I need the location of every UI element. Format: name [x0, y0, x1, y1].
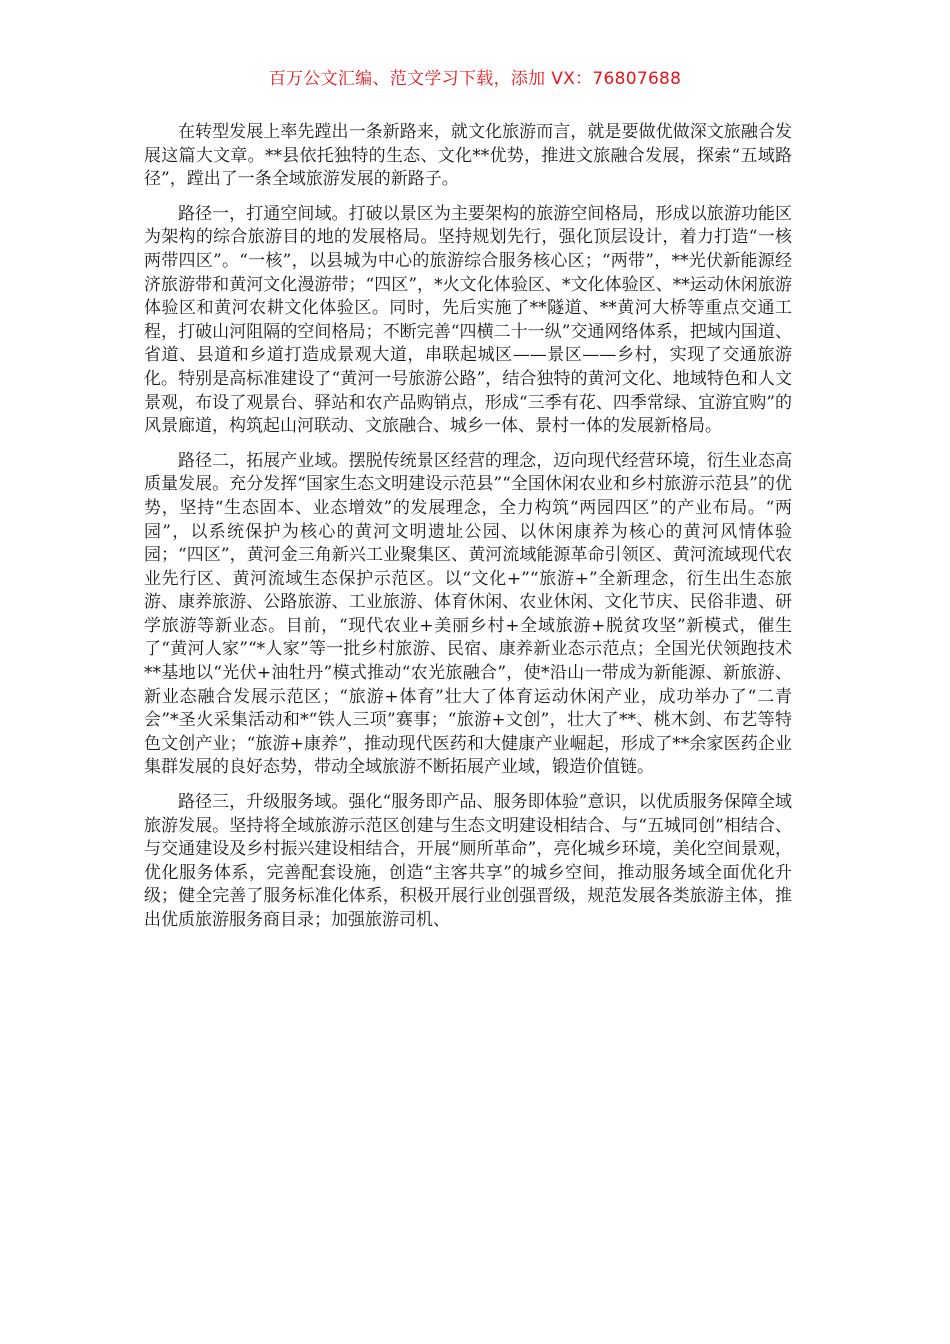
paragraph-path-one: 路径一，打通空间域。打破以景区为主要架构的旅游空间格局，形成以旅游功能区为架构的综合旅游目的地的发展格局。坚持规划先行，强化顶层设计，着力打造“一核两带四区”。“一核”，以县城为中心的旅游综合服务核心区；“两带”，**光伏新能源经济旅游带和黄河文化漫游带；“四区”，*火文化体验区、*文化体验区、**运动休闲旅游体验区和黄河农耕文化体验区。同时，先后实施了**隧道、**黄河大桥等重点交通工程，打破山河阻隔的空间格局；不断完善“四横二十一纵”交通网络体系，把域内国道、省道、县道和乡道打造成景观大道，串联起城区——景区——乡村，实现了交通旅游化。特别是高标准建设了“黄河一号旅游公路”，结合独特的黄河文化、地域特色和人文景观，布设了观景台、驿站和农产品购销点，形成“三季有花、四季常绿、宜游宜购”的风景廊道，构筑起山河联动、文旅融合、城乡一体、景村一体的发展新格局。 [144, 203, 792, 437]
paragraph-path-two: 路径二，拓展产业域。摆脱传统景区经营的理念，迈向现代经营环境，衍生业态高质量发展。充分发挥“国家生态文明建设示范县”“全国休闲农业和乡村旅游示范县”的优势，坚持“生态固本、业态增效”的发展理念，全力构筑“两园四区”的产业布局。“两园”，以系统保护为核心的黄河文明遗址公园、以休闲康养为核心的黄河风情体验园；“四区”，黄河金三角新兴工业聚集区、黄河流域能源革命引领区、黄河流域现代农业先行区、黄河流域生态保护示范区。以“文化+”“旅游+”全新理念，衍生出生态旅游、康养旅游、公路旅游、工业旅游、体育休闲、农业休闲、文化节庆、民俗非遗、研学旅游等新业态。目前，“现代农业+美丽乡村+全域旅游+脱贫攻坚”新模式，催生了“黄河人家”“*人家”等一批乡村旅游、民宿、康养新业态示范点；全国光伏领跑技术**基地以“光伏+油牡丹”模式推动“农光旅融合”，使*沿山一带成为新能源、新旅游、新业态融合发展示范区；“旅游+体育”壮大了体育运动休闲产业，成功举办了“二青会”*圣火采集活动和*“铁人三项”赛事；“旅游+文创”，壮大了**、桃木剑、布艺等特色文创产业；“旅游+康养”，推动现代医药和大健康产业崛起，形成了**余家医药企业集群发展的良好态势，带动全域旅游不断拓展产业域，锻造价值链。 [144, 450, 792, 778]
header-banner: 百万公文汇编、范文学习下载，添加 VX：76807688 [268, 69, 682, 89]
paragraph-intro: 在转型发展上率先蹚出一条新路来，就文化旅游而言，就是要做优做深文旅融合发展这篇大文章。**县依托独特的生态、文化**优势，推进文旅融合发展，探索“五域路径”，蹚出了一条全域旅游发展的新路子。 [144, 122, 792, 190]
article-body [144, 121, 792, 944]
paragraph-path-three: 路径三，升级服务域。强化“服务即产品、服务即体验”意识，以优质服务保障全域旅游发展。坚持将全域旅游示范区创建与生态文明建设相结合、与“五城同创”相结合、与交通建设及乡村振兴建设相结合，开展“厕所革命”，亮化城乡环境，美化空间景观，优化服务体系，完善配套设施，创造“主客共享”的城乡空间，推动服务域全面优化升级；健全完善了服务标准化体系，积极开展行业创强晋级，规范发展各类旅游主体，推出优质旅游服务商目录；加强旅游司机、 [144, 792, 792, 930]
